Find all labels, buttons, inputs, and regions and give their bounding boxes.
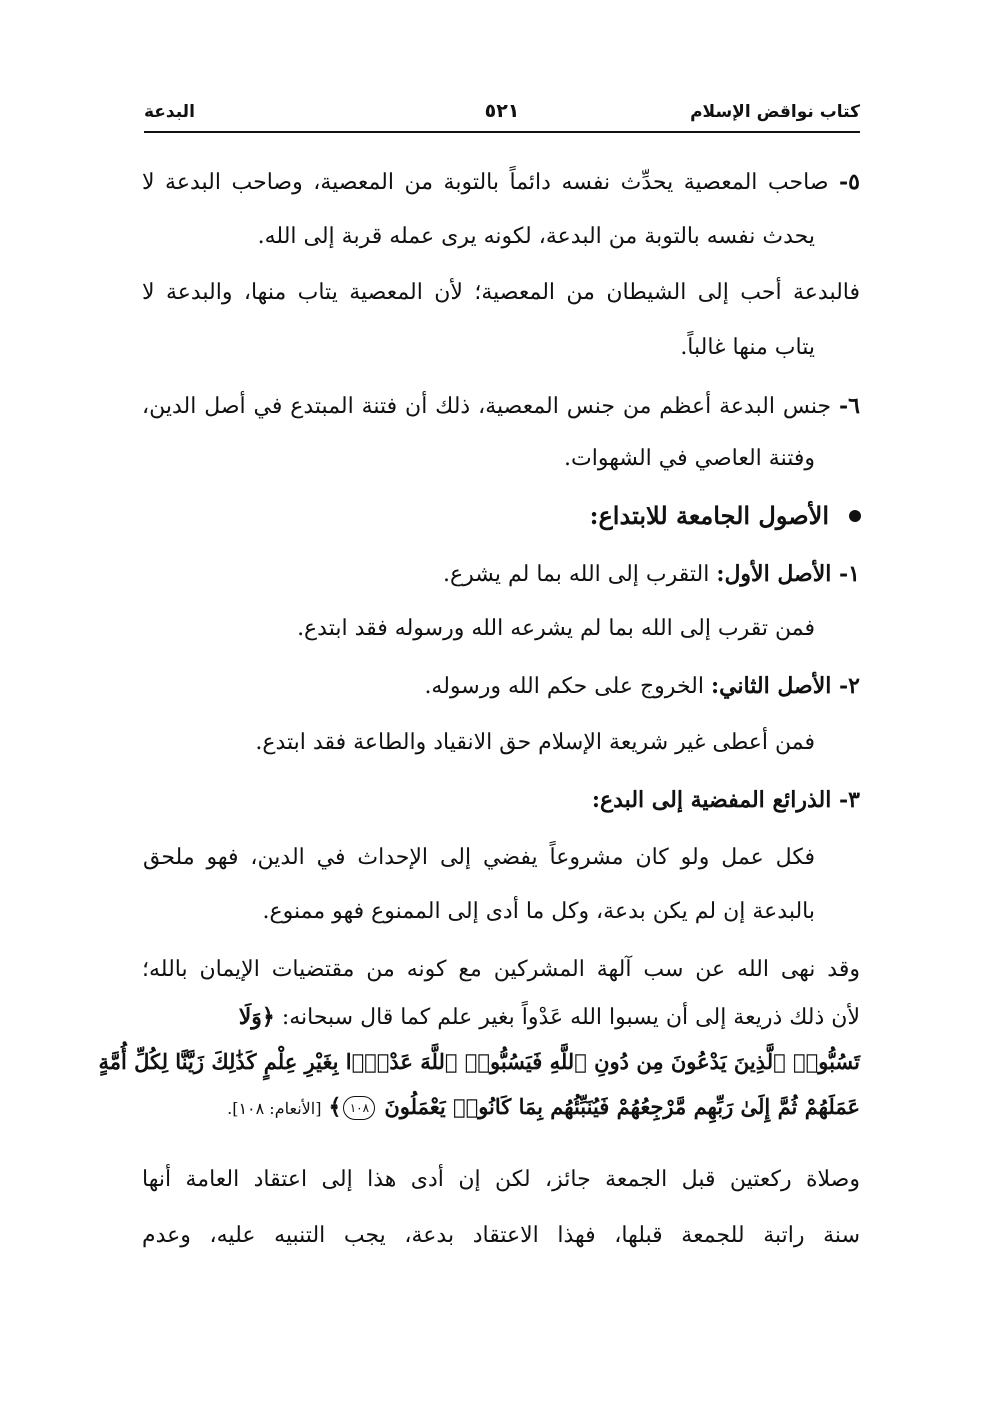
principle-2	[424, 669, 860, 703]
page-number: ٥٢١	[484, 100, 520, 122]
paragraph-prayer-line-1: وصلاة ركعتين قبل الجمعة جائز، لكن إن أدى هذا إلى اعتقاد العامة أنها	[142, 1167, 860, 1192]
principle-3-heading: ٣- الذرائع المفضية إلى البدع:	[591, 787, 860, 813]
item-5-number: ٥-	[839, 169, 860, 195]
principle-2-text: الخروج على حكم الله ورسوله.	[424, 674, 704, 699]
principle-1-label: ١- الأصل الأول:	[716, 561, 860, 587]
chapter-title: البدعة	[144, 102, 195, 122]
item-6-text: جنس البدعة أعظم من جنس المعصية، ذلك أن فتنة المبتدع في أصل الدين،	[142, 394, 832, 419]
item-5-line-2: يحدث نفسه بالتوبة من البدعة، لكونه يرى عمله قربة إلى الله.	[257, 224, 815, 249]
principle-1-detail: فمن تقرب إلى الله بما لم يشرعه الله ورسوله فقد ابتدع.	[297, 616, 815, 641]
bullet-icon	[849, 510, 861, 522]
running-header	[144, 98, 860, 128]
paragraph-insult-line-2	[142, 1000, 860, 1034]
header-rule	[144, 131, 860, 133]
paragraph-bidaa-beloved-line-2: يتاب منها غالباً.	[680, 335, 815, 360]
book-title: كتاب نواقض الإسلام	[690, 102, 860, 122]
quran-verse-line-3	[142, 1090, 860, 1124]
quran-close-bracket: ﴾	[328, 1094, 342, 1120]
item-5-text: صاحب المعصية يحدِّث نفسه دائماً بالتوبة من المعصية، وصاحب البدعة لا	[142, 170, 829, 195]
quran-verse-start: وَلَا	[238, 1004, 262, 1030]
principle-2-label: ٢- الأصل الثاني:	[710, 673, 860, 699]
paragraph-prayer-line-2: سنة راتبة للجمعة قبلها، فهذا الاعتقاد بدعة، يجب التنبيه عليه، وعدم	[142, 1223, 860, 1248]
quran-verse-line-2: تَسُبُّوا۟ ٱلَّذِينَ يَدْعُونَ مِن دُونِ ٱللَّهِ فَيَسُبُّوا۟ ٱللَّهَ عَدْوًۢا بِغَيْرِ عِلْمٍ كَذَٰلِكَ زَيَّنَّا لِكُلِّ أُمَّةٍ	[98, 1049, 860, 1074]
principle-3-line-2: بالبدعة إن لم يكن بدعة، وكل ما أدى إلى الممنوع فهو ممنوع.	[262, 899, 815, 924]
paragraph-insult-line-2-text: لأن ذلك ذريعة إلى أن يسبوا الله عَدْواً بغير علم كما قال سبحانه:	[281, 1005, 860, 1030]
principle-1	[443, 557, 860, 591]
paragraph-insult-line-1: وقد نهى الله عن سب آلهة المشركين مع كونه من مقتضيات الإيمان بالله؛	[142, 957, 860, 982]
item-6-line-1	[142, 389, 860, 423]
item-5-line-1	[142, 165, 860, 199]
quran-verse-line-3-text: عَمَلَهُمْ ثُمَّ إِلَىٰ رَبِّهِم مَّرْجِعُهُمْ فَيُنَبِّئُهُم بِمَا كَانُوا۟ يَعْمَلُونَ	[384, 1094, 860, 1119]
item-6-number: ٦-	[839, 393, 860, 419]
ayah-number-marker: ١٠٨	[343, 1096, 375, 1120]
section-heading	[590, 499, 861, 533]
principle-3-line-1: فكل عمل ولو كان مشروعاً يفضي إلى الإحداث في الدين، فهو ملحق	[143, 845, 815, 870]
quran-open-bracket: ﴿	[261, 1004, 275, 1030]
paragraph-bidaa-beloved-line-1: فالبدعة أحب إلى الشيطان من المعصية؛ لأن المعصية يتاب منها، والبدعة لا	[142, 280, 860, 305]
section-heading-text: الأصول الجامعة للابتداع:	[589, 501, 829, 530]
item-6-line-2: وفتنة العاصي في الشهوات.	[564, 446, 815, 471]
quran-reference: [الأنعام: ١٠٨].	[227, 1099, 322, 1118]
principle-2-detail: فمن أعطى غير شريعة الإسلام حق الانقياد والطاعة فقد ابتدع.	[255, 730, 815, 755]
principle-1-text: التقرب إلى الله بما لم يشرع.	[442, 562, 710, 587]
